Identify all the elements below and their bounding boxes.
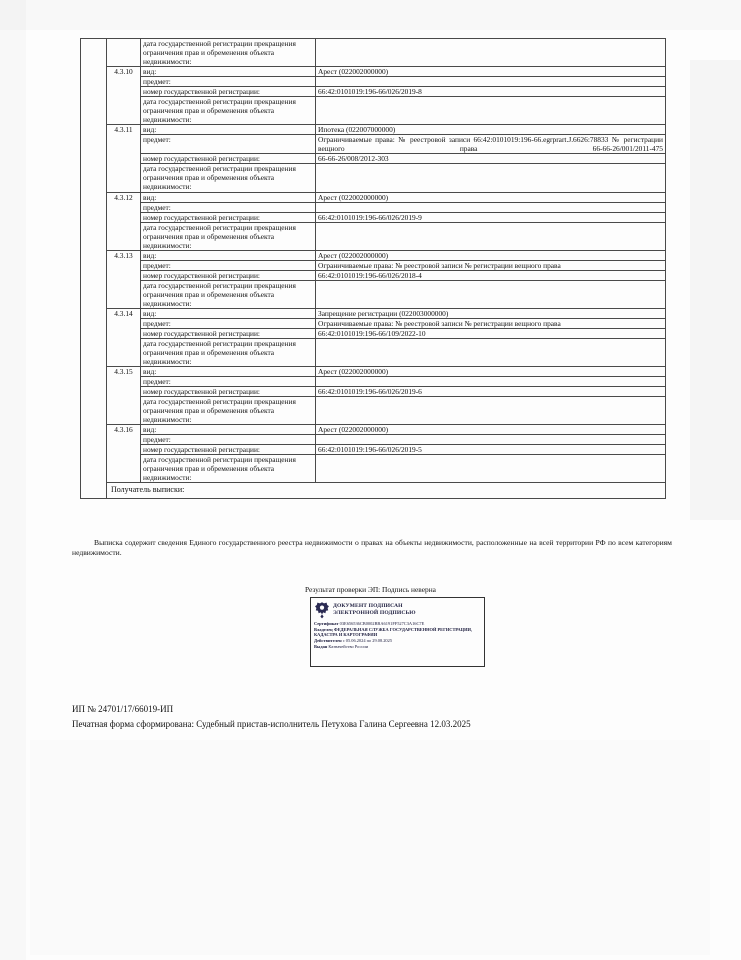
table-row <box>81 387 666 397</box>
stamp-issuer-label: Выдан <box>314 643 328 649</box>
stamp-title-line1: ДОКУМЕНТ ПОДПИСАН <box>333 603 403 609</box>
row-value-vid: Арест (022002000000) <box>316 250 666 260</box>
table-row <box>81 435 666 445</box>
row-label-data-prekr: дата государственной регистрации прекращения ограничения прав и обременения объекта недвижимости: <box>141 222 316 250</box>
row-value-data-prekr <box>316 338 666 366</box>
row-label-nomer: номер государственной регистрации: <box>141 87 316 97</box>
row-label-nomer: номер государственной регистрации: <box>141 445 316 455</box>
row-number-cell <box>107 39 141 67</box>
row-value-predmet <box>316 435 666 445</box>
table-row <box>81 202 666 212</box>
row-label-cell: дата государственной регистрации прекращения ограничения прав и обременения объекта недвижимости: <box>141 39 316 67</box>
row-value-nomer: 66:42:0101019:196-66/026/2018-4 <box>316 270 666 280</box>
row-value-vid: Арест (022002000000) <box>316 67 666 77</box>
table-row <box>81 377 666 387</box>
table-row <box>81 87 666 97</box>
row-number-cell: 4.3.12 <box>107 192 141 250</box>
row-value-data-prekr <box>316 280 666 308</box>
left-margin-column <box>81 39 107 499</box>
row-label-nomer: номер государственной регистрации: <box>141 328 316 338</box>
registry-restrictions-table <box>80 38 666 499</box>
table-row <box>81 445 666 455</box>
row-value-nomer: 66-66-26/008/2012-303 <box>316 154 666 164</box>
row-value-data-prekr <box>316 97 666 125</box>
row-value-vid: Арест (022002000000) <box>316 192 666 202</box>
stamp-valid-value: с 05.06.2024 по 29.08.2025 <box>342 637 393 643</box>
row-value-predmet <box>316 377 666 387</box>
scan-artifact-bottom <box>30 740 710 955</box>
row-label-data-prekr: дата государственной регистрации прекращения ограничения прав и обременения объекта недвижимости: <box>141 97 316 125</box>
coat-of-arms-icon <box>314 601 330 619</box>
row-label-predmet: предмет: <box>141 202 316 212</box>
table-row <box>81 222 666 250</box>
table-row <box>81 308 666 318</box>
table-row <box>81 212 666 222</box>
row-number-cell: 4.3.13 <box>107 250 141 308</box>
table-row <box>81 328 666 338</box>
table-row <box>81 318 666 328</box>
row-label-nomer: номер государственной регистрации: <box>141 212 316 222</box>
row-number-cell: 4.3.14 <box>107 308 141 366</box>
table-row <box>81 270 666 280</box>
row-label-nomer: номер государственной регистрации: <box>141 270 316 280</box>
table-row <box>81 192 666 202</box>
row-value-data-prekr <box>316 164 666 192</box>
receiver-label: Получатель выписки: <box>107 483 666 499</box>
row-label-predmet: предмет: <box>141 260 316 270</box>
row-number-cell: 4.3.15 <box>107 367 141 425</box>
summary-paragraph <box>72 538 672 559</box>
table-row-receiver <box>81 483 666 499</box>
row-label-predmet: предмет: <box>141 77 316 87</box>
signature-verification-result: Результат проверки ЭП: Подпись неверна <box>305 585 436 594</box>
electronic-signature-stamp <box>310 597 485 667</box>
table-row <box>81 77 666 87</box>
row-label-predmet: предмет: <box>141 435 316 445</box>
row-label-vid: вид: <box>141 192 316 202</box>
stamp-owner-label: Владелец <box>314 626 333 632</box>
row-label-predmet: предмет: <box>141 135 316 154</box>
scan-artifact-right <box>690 60 741 520</box>
row-label-vid: вид: <box>141 250 316 260</box>
row-label-vid: вид: <box>141 67 316 77</box>
row-label-predmet: предмет: <box>141 318 316 328</box>
row-value-predmet: Ограничиваемые права: № реестровой записи 66:42:0101019:196-66.egrprart.J.6626:78833 № регистрации вещного права 66-66-26/001/2011-475 <box>316 135 666 154</box>
row-number-cell: 4.3.16 <box>107 425 141 483</box>
row-value-data-prekr <box>316 397 666 425</box>
row-label-vid: вид: <box>141 367 316 377</box>
table-row <box>81 338 666 366</box>
stamp-title-line2: ЭЛЕКТРОННОЙ ПОДПИСЬЮ <box>333 609 416 616</box>
table-row-partial-top <box>81 39 666 67</box>
stamp-cert-value: 03E656536CB0002BBA6191FF527C3A16C7E <box>339 621 425 626</box>
row-value-data-prekr <box>316 222 666 250</box>
row-value-predmet <box>316 77 666 87</box>
table-row <box>81 154 666 164</box>
row-label-data-prekr: дата государственной регистрации прекращения ограничения прав и обременения объекта недвижимости: <box>141 280 316 308</box>
table-row <box>81 397 666 425</box>
table-row <box>81 97 666 125</box>
row-number-cell: 4.3.11 <box>107 125 141 192</box>
row-label-vid: вид: <box>141 425 316 435</box>
table-row <box>81 425 666 435</box>
stamp-issuer-value: Казначейство России <box>328 643 369 649</box>
row-value-vid: Запрещение регистрации (022003000000) <box>316 308 666 318</box>
row-value-nomer: 66:42:0101019:196-66/026/2019-8 <box>316 87 666 97</box>
row-value-data-prekr <box>316 455 666 483</box>
row-label-data-prekr: дата государственной регистрации прекращения ограничения прав и обременения объекта недвижимости: <box>141 164 316 192</box>
stamp-cert-label: Сертификат <box>314 621 339 626</box>
row-label-vid: вид: <box>141 125 316 135</box>
row-value-predmet <box>316 202 666 212</box>
row-value-vid: Ипотека (022007000000) <box>316 125 666 135</box>
row-label-vid: вид: <box>141 308 316 318</box>
row-value-cell <box>316 39 666 67</box>
row-value-vid: Арест (022002000000) <box>316 425 666 435</box>
row-label-data-prekr: дата государственной регистрации прекращения ограничения прав и обременения объекта недвижимости: <box>141 397 316 425</box>
table-row <box>81 125 666 135</box>
row-number-cell: 4.3.10 <box>107 67 141 125</box>
row-value-nomer: 66:42:0101019:196-66/109/2022-10 <box>316 328 666 338</box>
footer-printed-form: Печатная форма сформирована: Судебный пристав-исполнитель Петухова Галина Сергеевна 12.03.2025 <box>72 719 471 729</box>
row-value-vid: Арест (022002000000) <box>316 367 666 377</box>
table-row <box>81 250 666 260</box>
scan-artifact-left <box>0 0 26 960</box>
row-label-data-prekr: дата государственной регистрации прекращения ограничения прав и обременения объекта недвижимости: <box>141 455 316 483</box>
row-label-nomer: номер государственной регистрации: <box>141 154 316 164</box>
table-row <box>81 280 666 308</box>
row-value-predmet: Ограничиваемые права: № реестровой записи № регистрации вещного права <box>316 260 666 270</box>
row-label-nomer: номер государственной регистрации: <box>141 387 316 397</box>
table-row <box>81 67 666 77</box>
row-label-predmet: предмет: <box>141 377 316 387</box>
row-value-nomer: 66:42:0101019:196-66/026/2019-9 <box>316 212 666 222</box>
row-label-data-prekr: дата государственной регистрации прекращения ограничения прав и обременения объекта недвижимости: <box>141 338 316 366</box>
stamp-valid-label: Действителен <box>314 637 342 643</box>
table-row <box>81 367 666 377</box>
row-value-nomer: 66:42:0101019:196-66/026/2019-5 <box>316 445 666 455</box>
row-value-nomer: 66:42:0101019:196-66/026/2019-6 <box>316 387 666 397</box>
stamp-owner-value: ФЕДЕРАЛЬНАЯ СЛУЖБА ГОСУДАРСТВЕННОЙ РЕГИСТРАЦИИ, КАДАСТРА И КАРТОГРАФИИ <box>314 626 473 638</box>
summary-paragraph-text: Выписка содержит сведения Единого государственного реестра недвижимости о правах на объекты недвижимости, расположенные на всей территории РФ по всем категориям недвижимости. <box>72 538 672 558</box>
table-row <box>81 135 666 154</box>
scan-artifact-top <box>0 0 741 30</box>
table-row <box>81 260 666 270</box>
table-row <box>81 455 666 483</box>
row-value-predmet: Ограничиваемые права: № реестровой записи № регистрации вещного права <box>316 318 666 328</box>
table-row <box>81 164 666 192</box>
footer-ip-number: ИП № 24701/17/66019-ИП <box>72 704 174 714</box>
